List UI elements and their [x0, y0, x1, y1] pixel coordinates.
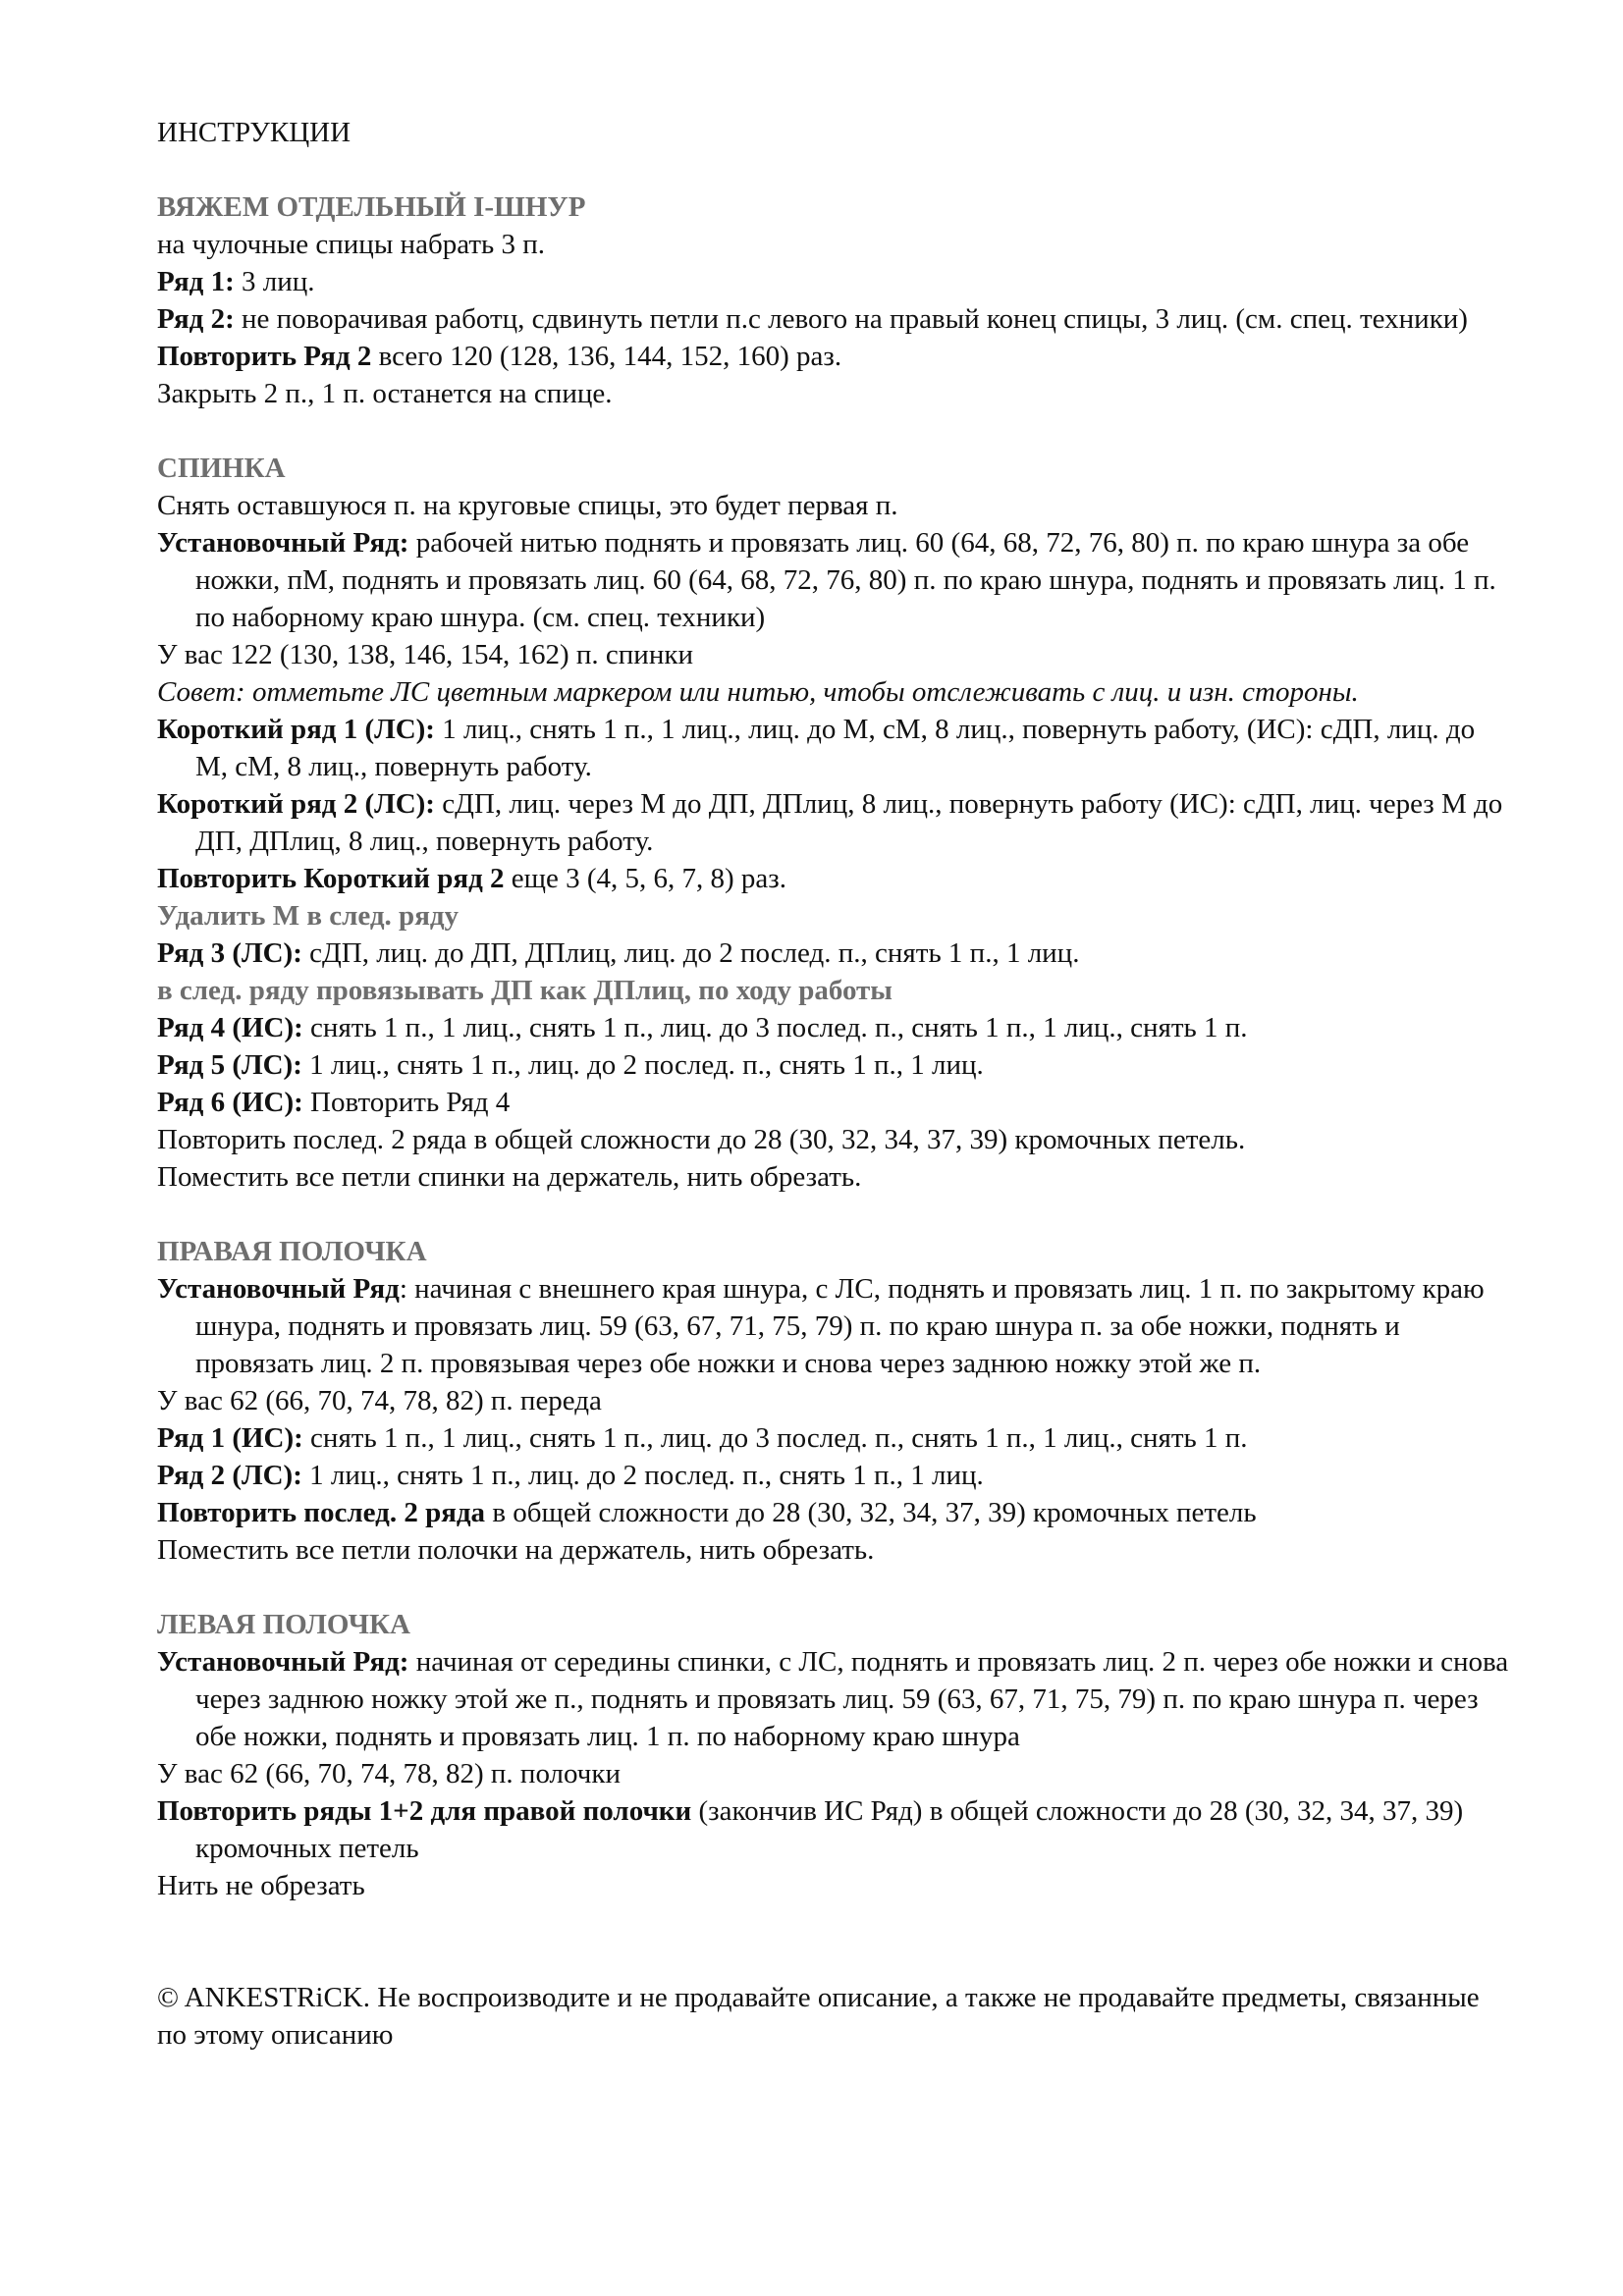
section-heading-back: СПИНКА	[157, 453, 286, 484]
section-heading-left-front: ЛЕВАЯ ПОЛОЧКА	[157, 1609, 410, 1640]
back-stitch-count: У вас 122 (130, 138, 146, 154, 162) п. спинки	[157, 639, 693, 670]
back-repeat-short: Повторить Короткий ряд 2 еще 3 (4, 5, 6, 7, 8) раз.	[157, 863, 786, 894]
back-note-knit-dp: в след. ряду провязывать ДП как ДПлиц, по ходу работы	[157, 975, 893, 1006]
section-heading-right-front: ПРАВАЯ ПОЛОЧКА	[157, 1236, 427, 1267]
back-slip: Снять оставшуюся п. на круговые спицы, это будет первая п.	[157, 490, 898, 521]
right-front-setup-row: Установочный Ряд: начиная с внешнего края шнура, с ЛС, поднять и провязать лиц. 1 п. по закрытому краю шнура, поднять и провязать лиц. 59 (63, 67, 71, 75, 79) п. по краю шнура п. за обе ножки, поднять и провязать лиц. 2 п. провязывая через обе ножки и снова через заднюю ножку этой же п.	[157, 1273, 1485, 1379]
right-front-row2: Ряд 2 (ЛС): 1 лиц., снять 1 п., лиц. до 2 послед. п., снять 1 п., 1 лиц.	[157, 1460, 984, 1491]
back-note-remove-marker: Удалить М в след. ряду	[157, 900, 460, 932]
back-row5: Ряд 5 (ЛС): 1 лиц., снять 1 п., лиц. до 2 послед. п., снять 1 п., 1 лиц.	[157, 1049, 984, 1081]
icord-cast-on: на чулочные спицы набрать 3 п.	[157, 229, 545, 260]
left-front-no-cut: Нить не обрезать	[157, 1870, 365, 1901]
back-repeat-rows: Повторить послед. 2 ряда в общей сложности до 28 (30, 32, 34, 37, 39) кромочных петель.	[157, 1124, 1246, 1155]
back-row6: Ряд 6 (ИС): Повторить Ряд 4	[157, 1087, 511, 1118]
icord-row1: Ряд 1: 3 лиц.	[157, 266, 315, 297]
back-row3: Ряд 3 (ЛС): сДП, лиц. до ДП, ДПлиц, лиц. до 2 послед. п., снять 1 п., 1 лиц.	[157, 937, 1080, 969]
left-front-stitch-count: У вас 62 (66, 70, 74, 78, 82) п. полочки	[157, 1758, 621, 1789]
document-title: ИНСТРУКЦИИ	[157, 117, 352, 148]
back-row4: Ряд 4 (ИС): снять 1 п., 1 лиц., снять 1 п., лиц. до 3 послед. п., снять 1 п., 1 лиц., снять 1 п.	[157, 1012, 1248, 1043]
document-page	[157, 114, 1512, 2054]
back-short-row1: Короткий ряд 1 (ЛС): 1 лиц., снять 1 п., 1 лиц., лиц. до М, сМ, 8 лиц., повернуть работу, (ИС): сДП, лиц. до М, сМ, 8 лиц., повернуть работу.	[157, 714, 1476, 782]
left-front-setup-row: Установочный Ряд: начиная от середины спинки, с ЛС, поднять и провязать лиц. 2 п. через обе ножки и снова через заднюю ножку этой же п., поднять и провязать лиц. 59 (63, 67, 71, 75, 79) п. по краю шнура п. через обе ножки, поднять и провязать лиц. 1 п. по наборному краю шнура	[157, 1646, 1509, 1752]
icord-repeat: Повторить Ряд 2 всего 120 (128, 136, 144, 152, 160) раз.	[157, 341, 842, 372]
back-short-row2: Короткий ряд 2 (ЛС): сДП, лиц. через М до ДП, ДПлиц, 8 лиц., повернуть работу (ИС): сДП, лиц. через М до ДП, ДПлиц, 8 лиц., повернуть работу.	[157, 788, 1503, 857]
icord-bind-off: Закрыть 2 п., 1 п. останется на спице.	[157, 378, 613, 409]
copyright-footer: © ANKESTRiCK. Не воспроизводите и не продавайте описание, а также не продавайте предметы, связанные по этому описанию	[157, 1982, 1480, 2051]
icord-row2: Ряд 2: не поворачивая работц, сдвинуть петли п.с левого на правый конец спицы, 3 лиц. (см. спец. техники)	[157, 303, 1468, 335]
right-front-hold: Поместить все петли полочки на держатель, нить обрезать.	[157, 1534, 875, 1566]
right-front-row1: Ряд 1 (ИС): снять 1 п., 1 лиц., снять 1 п., лиц. до 3 послед. п., снять 1 п., 1 лиц., снять 1 п.	[157, 1422, 1248, 1454]
section-heading-icord: ВЯЖЕМ ОТДЕЛЬНЫЙ I-ШНУР	[157, 191, 586, 223]
back-setup-row: Установочный Ряд: рабочей нитью поднять и провязать лиц. 60 (64, 68, 72, 76, 80) п. по краю шнура за обе ножки, пМ, поднять и провязать лиц. 60 (64, 68, 72, 76, 80) п. по краю шнура, поднять и провязать лиц. 1 п. по наборному краю шнура. (см. спец. техники)	[157, 527, 1496, 633]
back-tip: Совет: отметьте ЛС цветным маркером или нитью, чтобы отслеживать с лиц. и изн. стороны.	[157, 676, 1359, 708]
left-front-repeat: Повторить ряды 1+2 для правой полочки (закончив ИС Ряд) в общей сложности до 28 (30, 32, 34, 37, 39) кромочных петель	[157, 1795, 1464, 1864]
right-front-repeat: Повторить послед. 2 ряда в общей сложности до 28 (30, 32, 34, 37, 39) кромочных петель	[157, 1497, 1257, 1528]
back-hold: Поместить все петли спинки на держатель, нить обрезать.	[157, 1161, 862, 1193]
right-front-stitch-count: У вас 62 (66, 70, 74, 78, 82) п. переда	[157, 1385, 602, 1416]
